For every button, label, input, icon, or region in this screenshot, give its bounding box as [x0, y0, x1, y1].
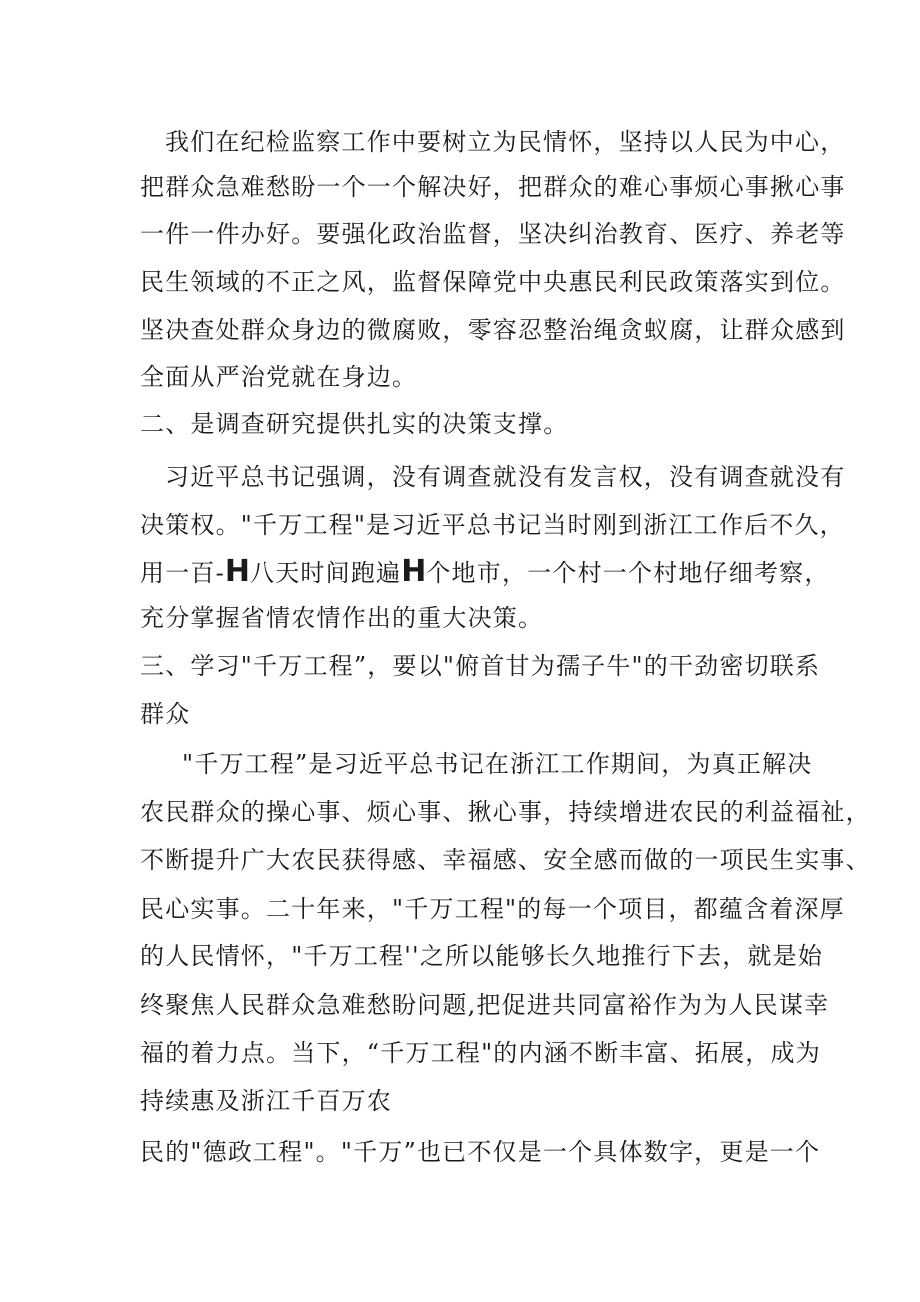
text-line: 终聚焦人民群众急难愁盼问题,把促进共同富裕作为为人民谋幸 — [140, 991, 830, 1019]
text-line: 全面从严治党就在身边。 — [140, 363, 418, 391]
text-line: 坚决查处群众身边的微腐败，零容忍整治绳贪蚁腐，让群众感到 — [140, 316, 846, 344]
text-segment: 个地市，一个村一个村地仔细考察， — [426, 559, 830, 587]
text-segment: 用一百- — [140, 559, 225, 587]
section-heading: 群众 — [140, 700, 191, 728]
text-line: 的人民情怀，"千万工程''之所以能够长久地推行下去，就是始 — [140, 942, 824, 970]
text-line-mixed — [140, 554, 830, 589]
text-line: 决策权。"千万工程"是习近平总书记当时刚到浙江工作后不久， — [140, 511, 845, 539]
large-letter: H — [401, 554, 427, 589]
text-line: 持续惠及浙江千百万农 — [140, 1087, 392, 1115]
text-line: 农民群众的操心事、烦心事、揪心事，持续增进农民的利益福祉， — [140, 798, 871, 826]
section-heading: 二、是调查研究提供扎实的决策支撑。 — [140, 410, 569, 438]
text-line: 不断提升广大农民获得感、幸福感、安全感而做的一项民生实事、 — [140, 846, 871, 874]
text-line: 民的"德政工程"。"千万”也已不仅是一个具体数字，更是一个 — [140, 1138, 821, 1166]
large-letter: H — [224, 554, 251, 589]
text-line: 把群众急难愁盼一个一个解决好，把群众的难心事烦心事揪心事 — [140, 173, 846, 201]
text-line: 福的着力点。当下，“千万工程"的内涵不断丰富、拓展，成为 — [140, 1039, 821, 1067]
section-heading: 三、学习"千万工程”，要以"俯首甘为孺子牛"的干劲密切联系 — [140, 652, 821, 680]
text-line: 我们在纪检监察工作中要树立为民情怀，坚持以人民为中心， — [165, 128, 846, 156]
text-line: 习近平总书记强调，没有调查就没有发言权，没有调查就没有 — [165, 463, 846, 491]
text-line: "千万工程”是习近平总书记在浙江工作期间，为真正解决 — [182, 750, 813, 778]
text-line: 民生领域的不正之风，监督保障党中央惠民利民政策落实到位。 — [140, 268, 846, 296]
text-line: 充分掌握省情农情作出的重大决策。 — [140, 604, 544, 632]
text-segment: 八天时间跑遍 — [250, 559, 402, 587]
text-line: 一件一件办好。要强化政治监督，坚决纠治教育、医疗、养老等 — [140, 220, 846, 248]
text-line: 民心实事。二十年来，"千万工程"的每一个项目，都蕴含着深厚 — [140, 895, 845, 923]
